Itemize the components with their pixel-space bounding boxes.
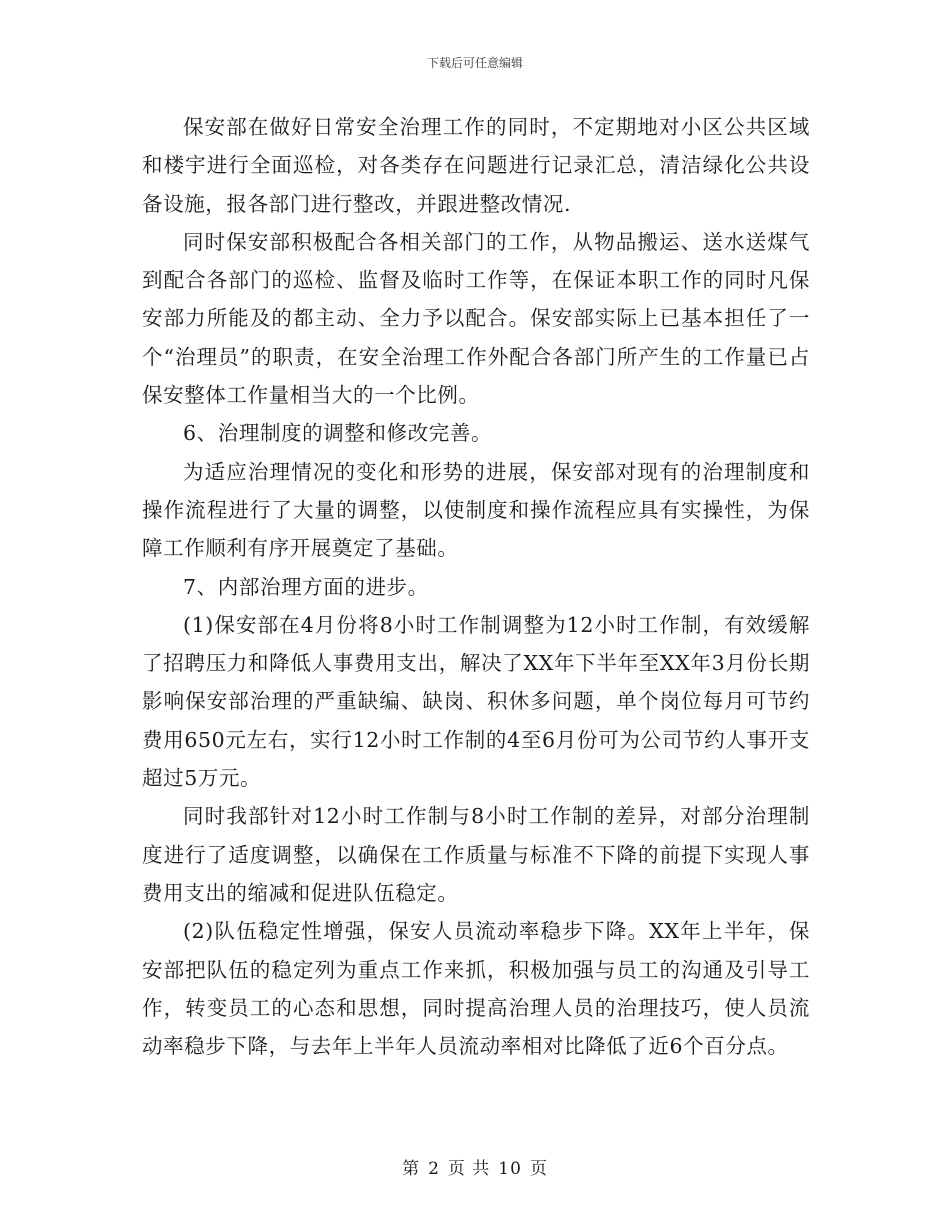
paragraph-5: 同时我部针对12小时工作制与8小时工作制的差异，对部分治理制度进行了适度调整，以确保在工作质量与标准不下降的前提下实现人事费用支出的缩减和促进队伍稳定。 xyxy=(142,804,810,905)
header-note: 下载后可任意编辑 xyxy=(426,56,523,70)
paragraph-4: (1)保安部在4月份将8小时工作制调整为12小时工作制，有效缓解了招聘压力和降低人事费用支出，解决了XX年下半年至XX年3月份长期影响保安部治理的严重缺编、缺岗、积休多问题，单个岗位每月可节约费用650元左右，实行12小时工作制的4至6月份可为公司节约人事开支超过5万元。 xyxy=(142,612,810,791)
footer-suffix: 页 xyxy=(529,1159,548,1179)
paragraph-6: (2)队伍稳定性增强，保安人员流动率稳步下降。XX年上半年，保安部把队伍的稳定列为重点工作来抓，积极加强与员工的沟通及引导工作，转变员工的心态和思想，同时提高治理人员的治理技巧，使人员流动率稳步下降，与去年上半年人员流动率相对比降低了近6个百分点。 xyxy=(142,919,810,1059)
page-footer xyxy=(0,1154,950,1179)
document-body xyxy=(142,108,810,1065)
footer-prefix: 第 xyxy=(402,1159,421,1179)
footer-page-number: 2 xyxy=(428,1159,440,1179)
footer-total-pages: 10 xyxy=(498,1159,522,1179)
paragraph-3: 为适应治理情况的变化和形势的进展，保安部对现有的治理制度和操作流程进行了大量的调整，以使制度和操作流程应具有实操性，为保障工作顺利有序开展奠定了基础。 xyxy=(142,459,810,561)
paragraph-1: 保安部在做好日常安全治理工作的同时，不定期地对小区公共区域和楼宇进行全面巡检，对各类存在问题进行记录汇总，清洁绿化公共设备设施，报各部门进行整改，并跟进整改情况. xyxy=(142,115,810,216)
section-heading-7: 7、内部治理方面的进步。 xyxy=(183,574,429,599)
footer-middle: 页 共 xyxy=(447,1159,491,1179)
section-heading-6: 6、治理制度的调整和修改完善。 xyxy=(183,421,493,446)
paragraph-2: 同时保安部积极配合各相关部门的工作，从物品搬运、送水送煤气到配合各部门的巡检、监督及临时工作等，在保证本职工作的同时凡保安部力所能及的都主动、全力予以配合。保安部实际上已基本担任了一个“治理员”的职责，在安全治理工作外配合各部门所产生的工作量已占保安整体工作量相当大的一个比例。 xyxy=(142,229,810,408)
